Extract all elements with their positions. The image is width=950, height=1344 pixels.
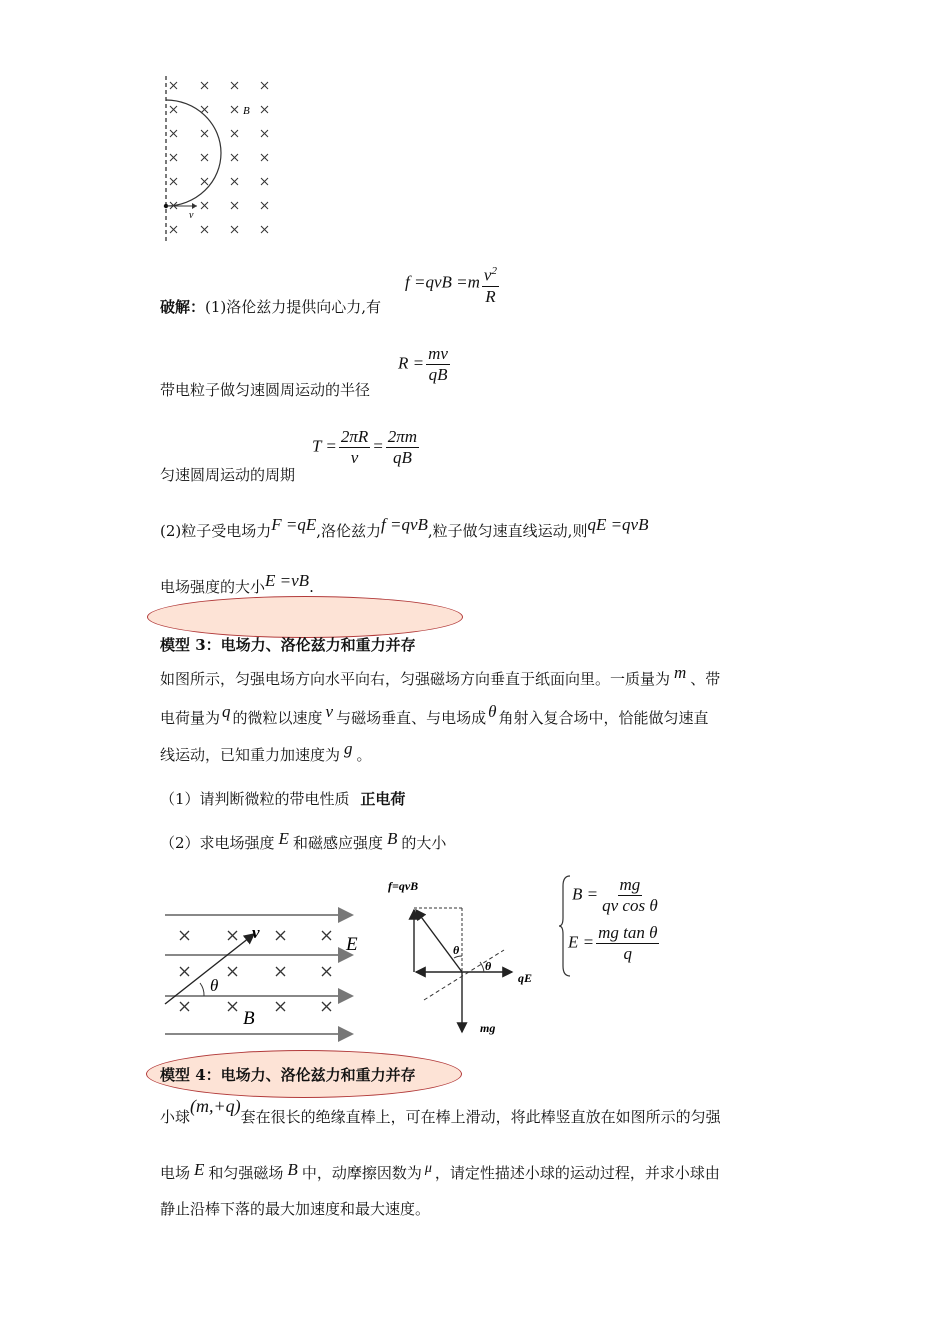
velocity-label-v: v bbox=[189, 210, 194, 221]
question-1-text: （1）请判断微粒的带电性质 bbox=[160, 790, 350, 808]
para-text: 线运动，已知重力加速度为 bbox=[160, 746, 341, 764]
fraction-num: mv bbox=[428, 344, 448, 363]
fraction-den: R bbox=[485, 286, 496, 306]
line5-text-2: . bbox=[309, 578, 314, 596]
figure-velocity-label: v bbox=[252, 923, 260, 942]
para-text: 套在很长的绝缘直棒上，可在棒上滑动，将此棒竖直放在如图所示的匀强 bbox=[240, 1108, 721, 1126]
fraction-den: q bbox=[623, 944, 633, 963]
model3-title: 模型 3：电场力、洛伦兹力和重力并存 bbox=[160, 636, 416, 654]
symbol-theta: θ bbox=[488, 702, 497, 721]
question-2-text: （2）求电场强度 bbox=[160, 834, 275, 852]
fraction-num: v bbox=[483, 265, 492, 285]
symbol-m-plus-q: (m,+q) bbox=[190, 1096, 241, 1116]
line4-text-1: (2)粒子受电场力 bbox=[160, 522, 272, 540]
para-text: 角射入复合场中，恰能做匀速直 bbox=[498, 709, 709, 727]
line4-text-2: ,洛伦兹力 bbox=[316, 522, 382, 540]
formula-eq: =qvB =m bbox=[413, 272, 480, 292]
answer-b-formula bbox=[572, 876, 662, 915]
model3-para-line-2 bbox=[160, 702, 709, 728]
force-theta-1: θ bbox=[453, 943, 460, 957]
formula-eq: = bbox=[372, 436, 384, 456]
force-label-f: f=qvB bbox=[388, 879, 419, 893]
fraction-den: qB bbox=[428, 365, 448, 384]
figure-b-label: B bbox=[243, 1008, 255, 1029]
line4-text-3: ,粒子做匀速直线运动,则 bbox=[427, 522, 588, 540]
formula-electric-force: F =qE bbox=[271, 515, 317, 534]
para-text: 电荷量为 bbox=[160, 709, 221, 727]
solution-line-3-text: 匀速圆周运动的周期 bbox=[160, 466, 296, 484]
para-text: 如图所示，匀强电场方向水平向右，匀强磁场方向垂直于纸面向里。一质量为 bbox=[160, 670, 671, 688]
symbol-q: q bbox=[222, 702, 231, 721]
solution-line-4 bbox=[160, 514, 649, 540]
fraction-b bbox=[600, 876, 660, 915]
symbol-g: g bbox=[344, 739, 353, 758]
fraction-num: mg bbox=[619, 875, 641, 894]
model4-line-3: 静止沿棒下落的最大加速度和最大速度。 bbox=[160, 1200, 431, 1218]
fraction-mv-over-qb bbox=[426, 345, 450, 384]
formula-field-strength: E =vB bbox=[265, 571, 310, 590]
answer-e-formula bbox=[568, 924, 661, 963]
fraction-den: qv cos θ bbox=[602, 896, 658, 915]
line5-text-1: 电场强度的大小 bbox=[160, 578, 266, 596]
formula-symbol-f: f bbox=[405, 272, 410, 292]
solution-line-1 bbox=[160, 262, 382, 316]
model4-line-1 bbox=[160, 1096, 721, 1127]
answer-e-lhs: E = bbox=[568, 932, 595, 952]
para-text: 、带 bbox=[690, 670, 721, 688]
para-text: 中，动摩擦因数为 bbox=[301, 1164, 422, 1182]
symbol-m: m bbox=[674, 663, 687, 682]
question-2-text: 的大小 bbox=[401, 834, 447, 852]
para-text: 电场 bbox=[160, 1164, 191, 1182]
force-theta-2: θ bbox=[485, 959, 492, 973]
fraction-num: 2πR bbox=[340, 427, 369, 446]
model3-para-line-1 bbox=[160, 663, 721, 689]
fraction-num: mg tan θ bbox=[598, 923, 658, 942]
model4-title: 模型 4：电场力、洛伦兹力和重力并存 bbox=[160, 1066, 416, 1084]
model3-question-1 bbox=[160, 788, 405, 809]
symbol-b: B bbox=[287, 1160, 298, 1179]
formula-radius bbox=[398, 345, 452, 384]
para-text: 小球 bbox=[160, 1108, 191, 1126]
symbol-e: E bbox=[194, 1160, 205, 1179]
fraction-den: qB bbox=[392, 448, 412, 467]
force-label-qe: qE bbox=[518, 971, 533, 985]
fraction-v2-over-r bbox=[482, 262, 499, 306]
model3-question-2 bbox=[160, 829, 447, 853]
para-text: ，请定性描述小球的运动过程，并求小球由 bbox=[434, 1164, 720, 1182]
model3-para-line-3 bbox=[160, 739, 372, 765]
para-text: 与磁场垂直、与电场成 bbox=[336, 709, 487, 727]
formula-balance: qE =qvB bbox=[587, 515, 649, 534]
formula-radius-lhs: R = bbox=[398, 353, 425, 373]
symbol-mu: μ bbox=[424, 1161, 432, 1176]
figure-e-label: E bbox=[346, 934, 358, 955]
formula-period-lhs: T = bbox=[312, 436, 337, 456]
circular-motion-figure bbox=[155, 74, 285, 246]
fraction-sup: 2 bbox=[491, 265, 497, 277]
para-text: 的微粒以速度 bbox=[232, 709, 323, 727]
fraction-2pim-over-qb bbox=[386, 428, 419, 467]
fraction-e bbox=[596, 924, 659, 963]
force-diagram bbox=[380, 876, 550, 1042]
question-2-text: 和磁感应强度 bbox=[292, 834, 383, 852]
solution-line-2-text: 带电粒子做匀速圆周运动的半径 bbox=[160, 381, 371, 399]
solution-heading: 破解： bbox=[160, 298, 206, 316]
symbol-v: v bbox=[325, 702, 334, 721]
field-label-b: B bbox=[243, 105, 250, 117]
question-1-answer: 正电荷 bbox=[360, 790, 406, 808]
model4-line-2 bbox=[160, 1162, 720, 1183]
formula-lorentz-centripetal bbox=[405, 262, 501, 306]
fraction-num: 2πm bbox=[387, 427, 418, 446]
symbol-b: B bbox=[386, 829, 398, 848]
model3-highlight-ellipse bbox=[147, 596, 463, 638]
formula-period bbox=[312, 428, 421, 467]
para-text: 。 bbox=[356, 746, 372, 764]
compound-field-figure bbox=[160, 900, 360, 1042]
symbol-e: E bbox=[278, 829, 289, 848]
answer-b-lhs: B = bbox=[572, 884, 599, 904]
force-label-mg: mg bbox=[480, 1021, 496, 1035]
formula-lorentz-force: f =qvB bbox=[381, 515, 428, 534]
para-text: 和匀强磁场 bbox=[208, 1164, 284, 1182]
fraction-2pir-over-v bbox=[339, 428, 370, 467]
fraction-den: v bbox=[350, 448, 359, 467]
solution-line-1-text: (1)洛伦兹力提供向心力,有 bbox=[205, 298, 382, 316]
figure-theta-label: θ bbox=[210, 976, 219, 995]
solution-line-5 bbox=[160, 570, 314, 596]
